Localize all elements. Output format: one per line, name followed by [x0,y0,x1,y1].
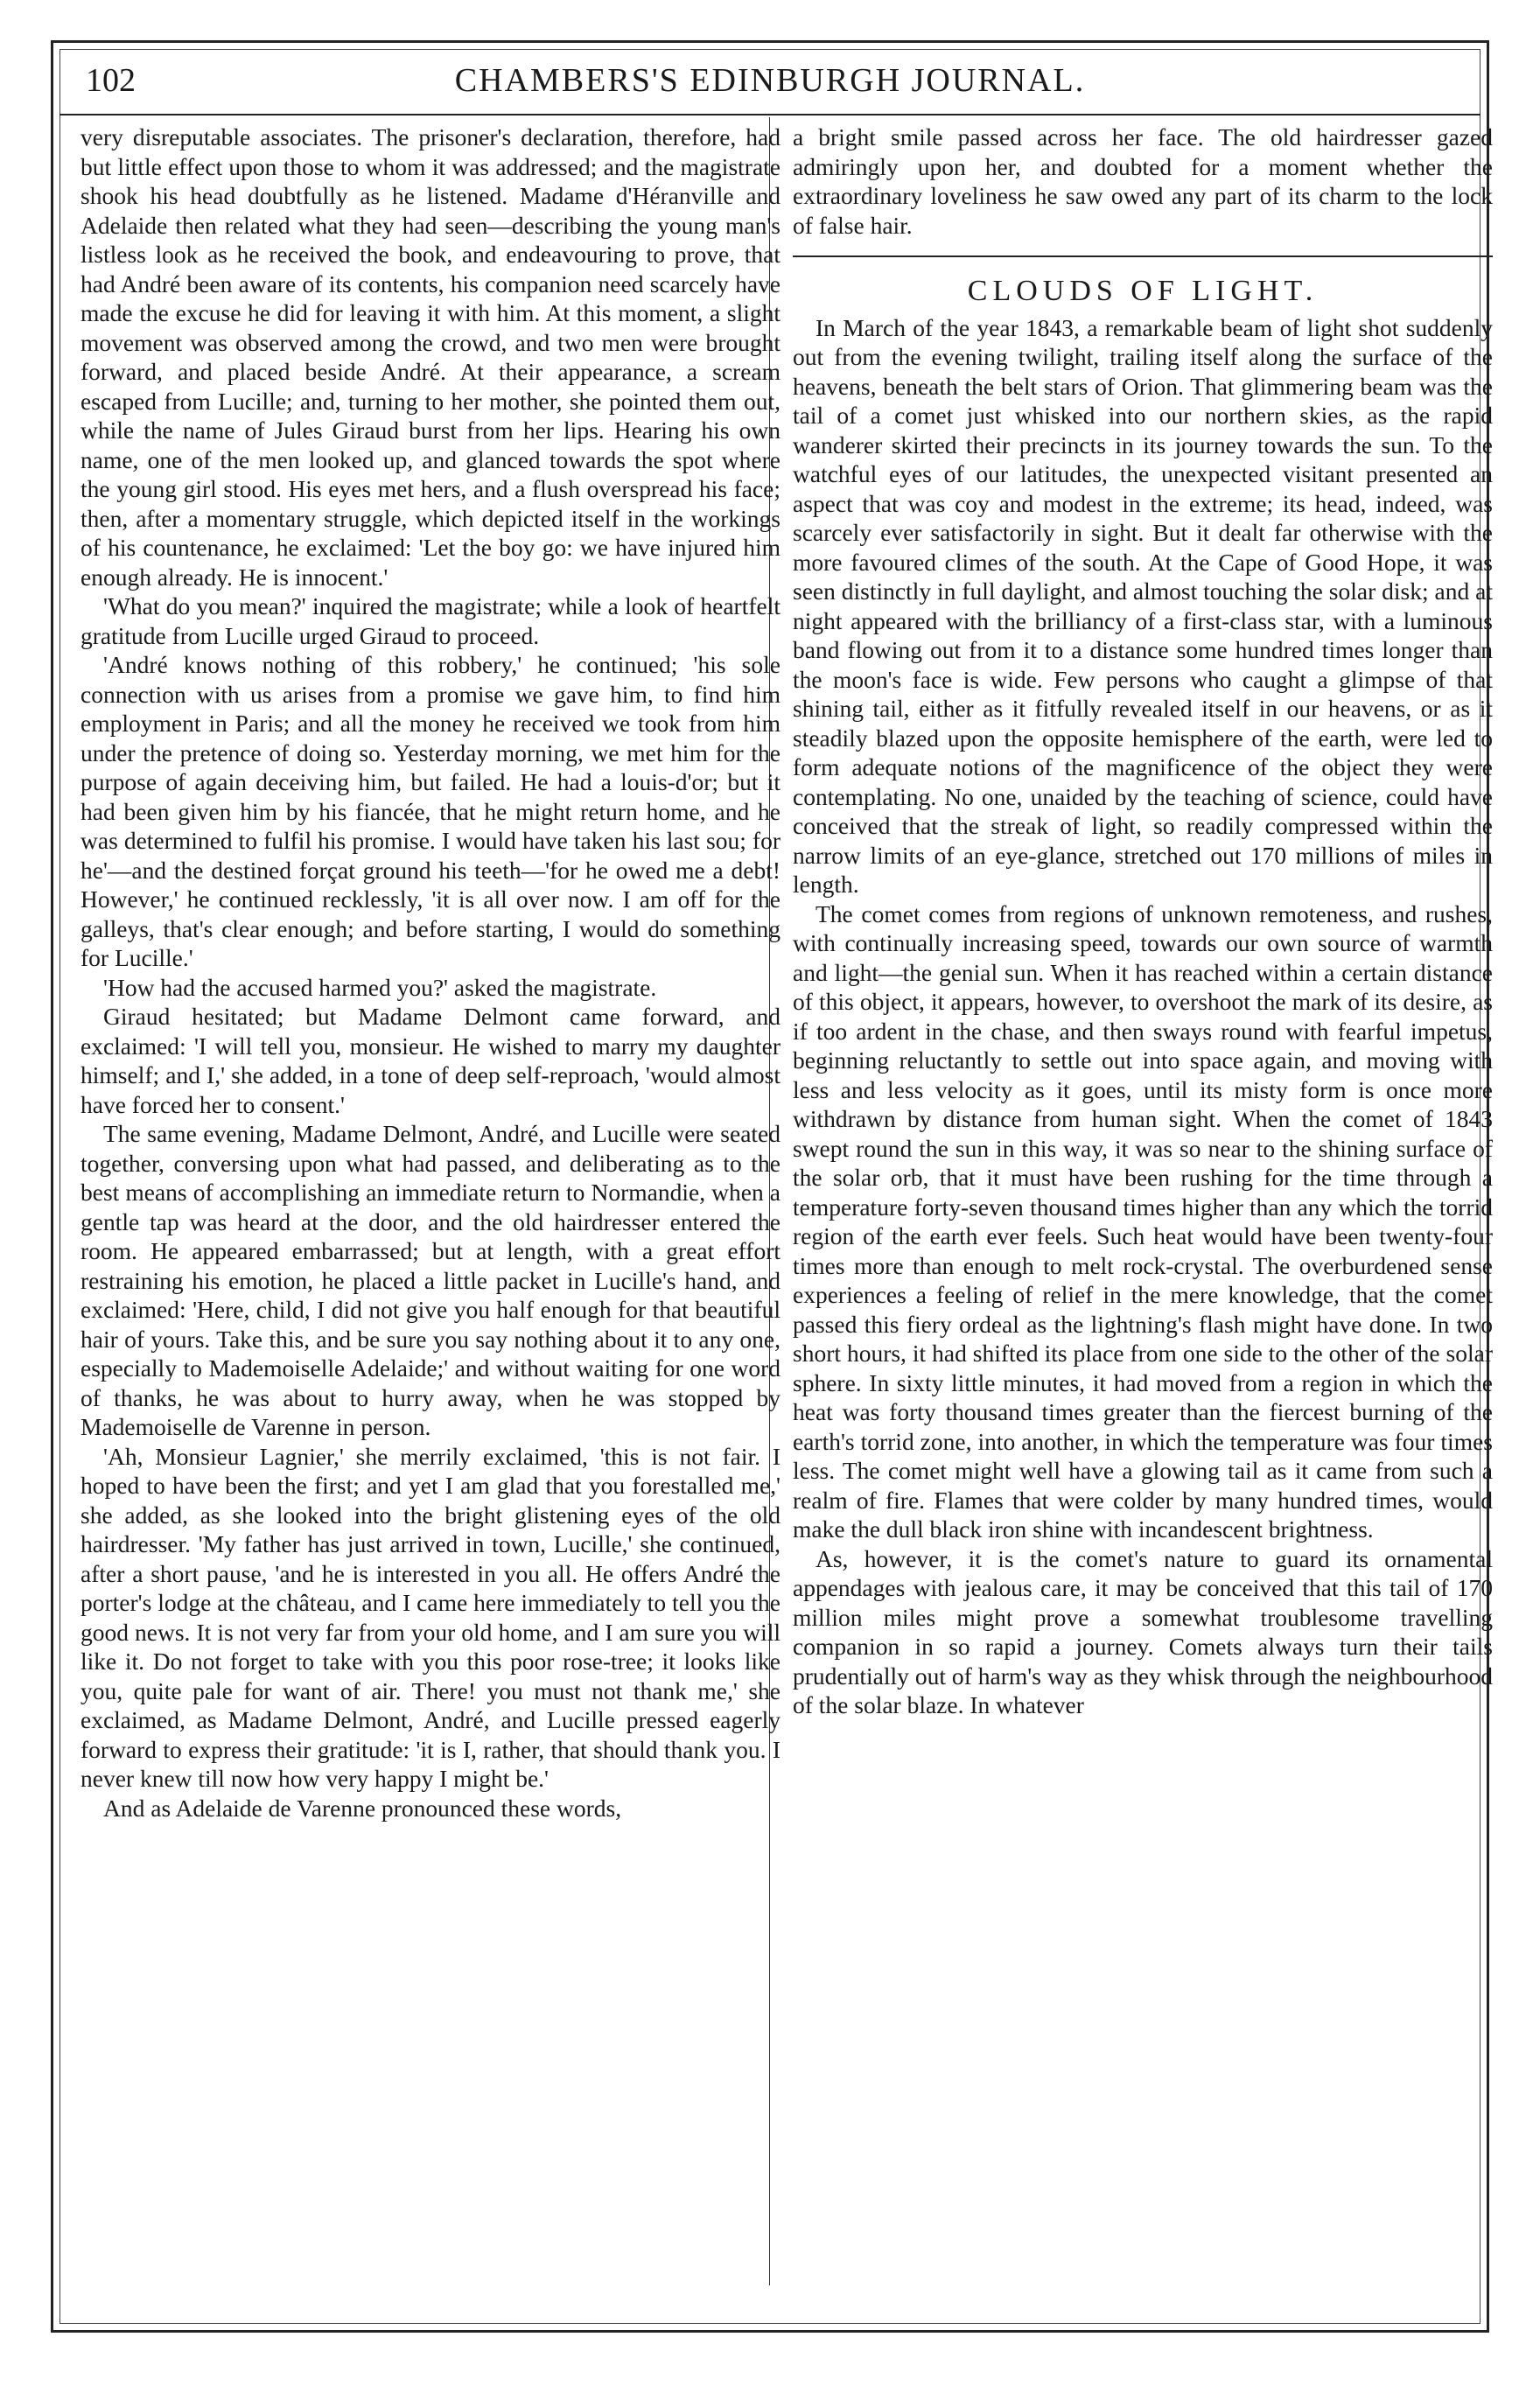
paragraph: The same evening, Madame Delmont, André, and Lucille were seated together, conversing upon what had passed, and deliberating as to the best means of accomplishing an immediate return to Normandie, when a gentle tap was heard at the door, and the old hairdresser entered the room. He appeared embarrassed; but at length, with a great effort restraining his emotion, he placed a little packet in Lucille's hand, and exclaimed: 'Here, child, I did not give you half enough for that beautiful hair of yours. Take this, and be sure you say nothing about it to any one, especially to Mademoiselle Adelaide;' and without waiting for one word of thanks, he was about to hurry away, when he was stopped by Mademoiselle de Varenne in person. [80,1120,780,1440]
paragraph: As, however, it is the comet's nature to guard its ornamental appendages with jealous care, it may be conceived that this tail of 170 million miles might prove a somewhat troublesome travelling companion in so rapid a journey. Comets always turn their tails prudentially out of harm's way as they whisk through the neighbourhood of the solar blaze. In whatever [793,1544,1493,1718]
paragraph: And as Adelaide de Varenne pronounced these words, [103,1794,622,1822]
page-number: 102 [86,62,136,99]
story-continuation: a bright smile passed across her face. The old hairdresser gazed admiringly upon her, and doubted for a moment whether the extraordinary loveliness he saw owed any part of its charm to the lock of false hair. [793,123,1493,239]
paragraph: 'How had the accused harmed you?' asked the magistrate. [103,973,657,1001]
right-column [793,122,1493,2284]
paragraph: The comet comes from regions of unknown remoteness, and rushes, with continually increasing speed, towards our own source of warmth and light—the genial sun. When it has reached within a certain distance of this object, it appears, however, to overshoot the mark of its desire, as if too ardent in the chase, and then sways round with fearful impetus, beginning reluctantly to settle out into space again, and moving with less and less velocity as it goes, until its misty form is once more withdrawn by distance from human sight. When the comet of 1843 swept round the sun in this way, it was so near to the shining surface of the solar orb, that it must have been rushing for the time through a temperature forty-seven thousand times higher than any which the torrid region of the earth ever feels. Such heat would have been twenty-four times more than enough to melt rock-crystal. The overburdened sense experiences a feeling of relief in the mere knowledge, that the comet passed this fiery ordeal as the lightning's flash might have done. In two short hours, it had shifted its place from one side to the other of the solar sphere. In sixty little minutes, it had moved from a region in which the heat was forty thousand times greater than the fiercest burning of the earth's torrid zone, into another, in which the temperature was four times less. The comet might well have a glowing tail as it came from such a realm of fire. Flames that were colder by many hundred times, would make the dull black iron shine with incandescent brightness. [793,899,1493,1543]
header-rule [60,114,1480,115]
section-rule [793,255,1493,257]
journal-title: CHAMBERS'S EDINBURGH JOURNAL. [454,62,1086,99]
paragraph: 'Ah, Monsieur Lagnier,' she merrily exclaimed, 'this is not fair. I hoped to have been the first; and yet I am glad that you forestalled me,' she added, as she looked into the bright glistening eyes of the old hairdresser. 'My father has just arrived in town, Lucille,' she continued, after a short pause, 'and he is interested in you all. He offers André the porter's lodge at the château, and I came here immediately to tell you the good news. It is not very far from your old home, and I am sure you will like it. Do not forget to take with you this poor rose-tree; it looks like you, quite pale for want of air. There! you must not thank me,' she exclaimed, as Madame Delmont, André, and Lucille pressed eagerly forward to express their gratitude: 'it is I, rather, that should thank you. I never knew till now how very happy I might be.' [80,1442,780,1792]
paragraph: very disreputable associates. The prisoner's declaration, therefore, had but little effect upon those to whom it was addressed; and the magistrate shook his head doubtfully as he listened. Madame d'Héranville and Adelaide then related what they had seen—describing the young man's listless look as he received the book, and endeavouring to prove, that had André been aware of its contents, his companion need scarcely have made the excuse he did for leaving it with him. At this moment, a slight movement was observed among the crowd, and two men were brought forward, and placed beside André. At their appearance, a scream escaped from Lucille; and, turning to her mother, she pointed them out, while the name of Jules Giraud burst from her lips. Hearing his own name, one of the men looked up, and glanced towards the spot where the young girl stood. His eyes met hers, and a flush overspread his face; then, after a momentary struggle, which depicted itself in the workings of his countenance, he exclaimed: 'Let the boy go: we have injured him enough already. He is innocent.' [80,123,780,591]
article-title: CLOUDS OF LIGHT. [967,275,1319,307]
paragraph: 'André knows nothing of this robbery,' he continued; 'his sole connection with us arises from a promise we gave him, to find him employment in Paris; and all the money he received we took from him under the pretence of doing so. Yesterday morning, we met him for the purpose of again deceiving him, but failed. He had a louis-d'or; but it had been given him by his fiancée, that he might return home, and he was determined to fulfil his promise. I would have taken his last sou; for he'—and the destined forçat ground his teeth—'for he owed me a debt! However,' he continued recklessly, 'it is all over now. I am off for the galleys, that's clear enough; and before starting, I would do something for Lucille.' [80,651,780,971]
paragraph: 'What do you mean?' inquired the magistrate; while a look of heartfelt gratitude from Lucille urged Giraud to proceed. [80,592,780,649]
left-column [80,122,780,2284]
paragraph: Giraud hesitated; but Madame Delmont came forward, and exclaimed: 'I will tell you, monsieur. He wished to marry my daughter himself; and I,' she added, in a tone of deep self-reproach, 'would almost have forced her to consent.' [80,1003,780,1118]
paragraph: In March of the year 1843, a remarkable beam of light shot suddenly out from the evening twilight, trailing itself along the surface of the heavens, beneath the belt stars of Orion. That glimmering beam was the tail of a comet just whisked into our northern skies, as the rapid wanderer skirted their precincts in its journey towards the sun. To the watchful eyes of our latitudes, the unexpected visitant presented an aspect that was coy and modest in the extreme; its head, indeed, was scarcely ever satisfactorily in sight. But it dealt far otherwise with the more favoured climes of the south. At the Cape of Good Hope, it was seen distinctly in full daylight, and almost touching the solar disk; and at night appeared with the brilliancy of a first-class star, with a luminous band flowing out from it to a distance some hundred times longer than the moon's face is wide. Few persons who caught a glimpse of that shining tail, either as it fitfully revealed itself in our heavens, or as it steadily blazed upon the opposite hemisphere of the earth, were led to form adequate notions of the magnificence of the object they were contemplating. No one, unaided by the teaching of science, could have conceived that the streak of light, so readily compressed within the narrow limits of an eye-glance, stretched out 170 millions of miles in length. [793,313,1493,898]
page-header [60,49,1480,114]
